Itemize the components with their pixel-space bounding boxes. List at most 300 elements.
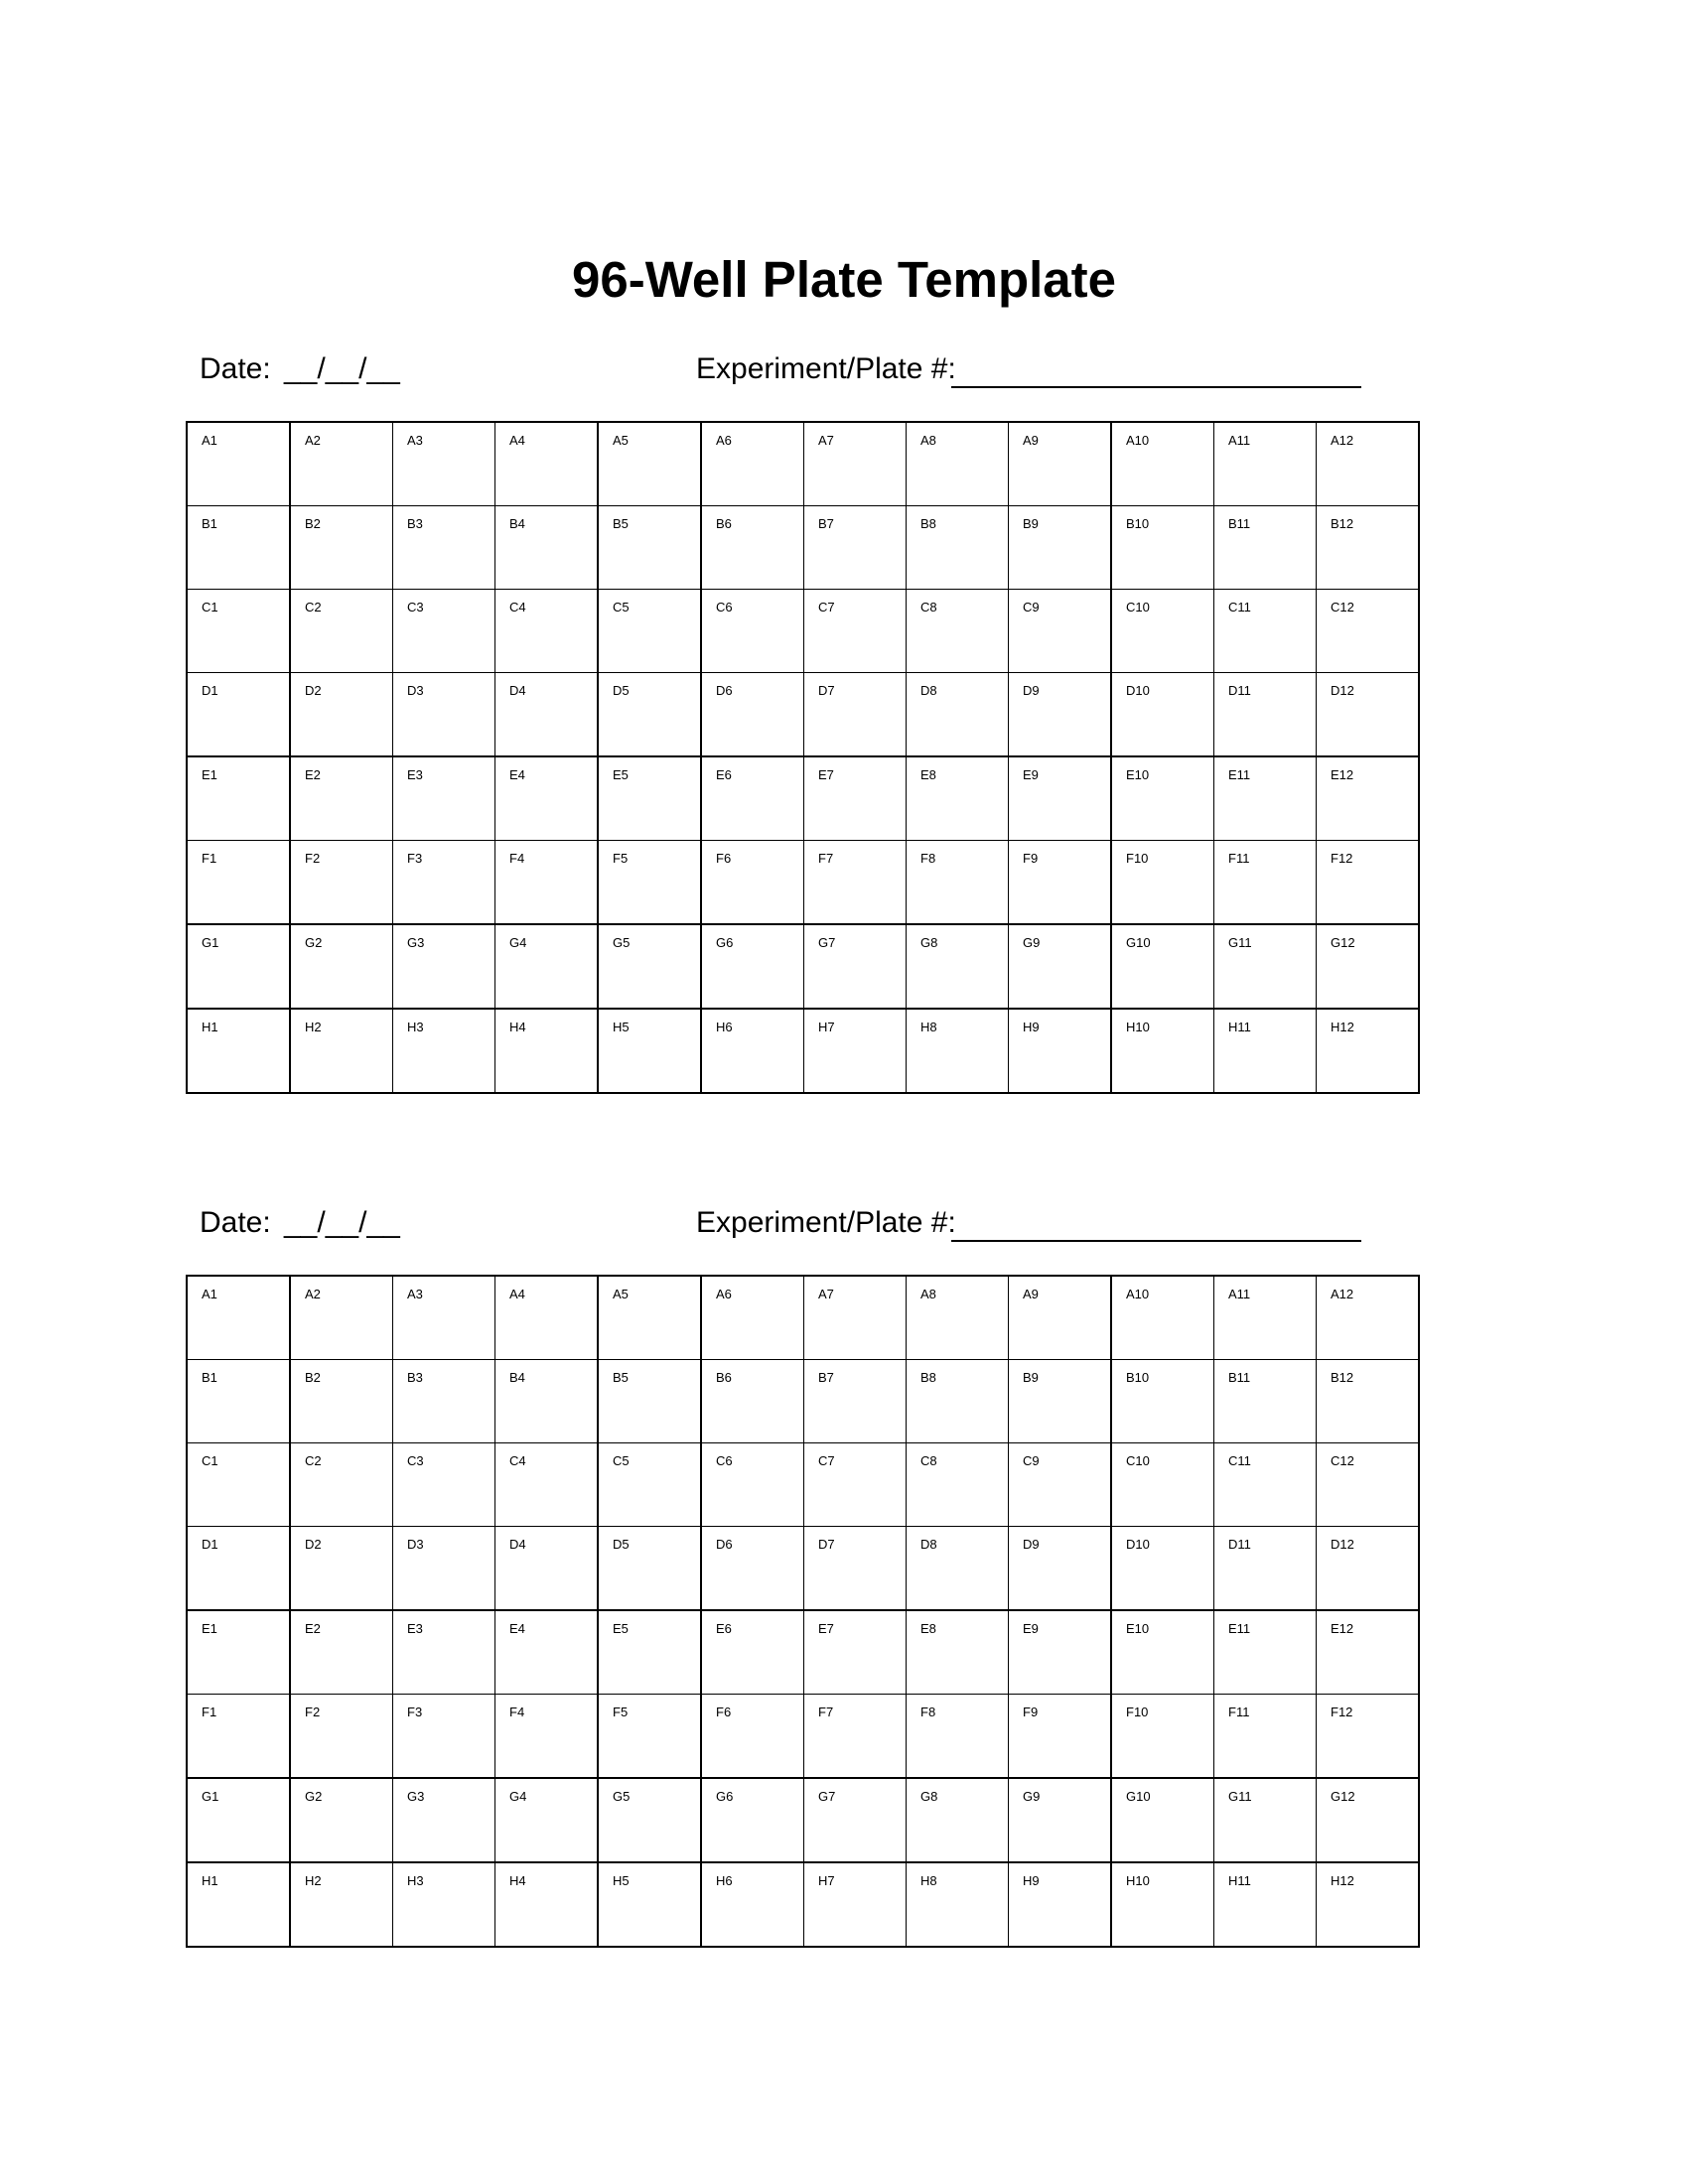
well-label: A12: [1331, 1287, 1354, 1301]
well-cell[interactable]: [1317, 673, 1420, 757]
well-label: A8: [920, 1287, 936, 1301]
well-label: G2: [305, 1789, 323, 1804]
well-label: F9: [1023, 1705, 1039, 1719]
well-cell[interactable]: [187, 756, 290, 841]
well-label: H4: [509, 1873, 526, 1888]
plate-header: [0, 1206, 1688, 1250]
well-cell[interactable]: [187, 1276, 290, 1360]
well-label: H6: [716, 1873, 733, 1888]
well-cell[interactable]: [1317, 1695, 1420, 1779]
well-cell[interactable]: [1111, 1610, 1214, 1695]
well-cell[interactable]: [1111, 924, 1214, 1009]
well-cell[interactable]: [290, 1695, 393, 1779]
well-cell[interactable]: [1009, 924, 1112, 1009]
well-cell[interactable]: [804, 1276, 907, 1360]
well-label: A3: [407, 1287, 423, 1301]
experiment-plate-label: Experiment/Plate #:: [696, 352, 956, 385]
well-cell[interactable]: [804, 756, 907, 841]
well-label: G10: [1126, 935, 1151, 950]
well-cell[interactable]: [1111, 590, 1214, 673]
well-label: G3: [407, 1789, 425, 1804]
well-label: B4: [509, 1370, 525, 1385]
well-cell[interactable]: [701, 422, 804, 506]
well-cell[interactable]: [701, 1610, 804, 1695]
well-cell[interactable]: [907, 1778, 1009, 1862]
well-label: D7: [818, 1537, 835, 1552]
well-cell[interactable]: [598, 673, 701, 757]
well-cell[interactable]: [495, 1443, 599, 1527]
well-cell[interactable]: [598, 924, 701, 1009]
well-label: A10: [1126, 1287, 1150, 1301]
well-label: F2: [305, 851, 321, 866]
well-label: F5: [613, 851, 629, 866]
well-cell[interactable]: [1111, 1360, 1214, 1443]
well-cell[interactable]: [393, 1862, 495, 1947]
well-cell[interactable]: [290, 1360, 393, 1443]
well-label: E11: [1228, 1621, 1251, 1636]
well-cell[interactable]: [1111, 1276, 1214, 1360]
well-cell[interactable]: [598, 1276, 701, 1360]
well-label: B10: [1126, 1370, 1150, 1385]
well-cell[interactable]: [393, 841, 495, 925]
well-cell[interactable]: [495, 590, 599, 673]
well-cell[interactable]: [187, 924, 290, 1009]
well-cell[interactable]: [701, 756, 804, 841]
well-cell[interactable]: [701, 1695, 804, 1779]
well-cell[interactable]: [804, 1527, 907, 1611]
well-cell[interactable]: [1009, 1610, 1112, 1695]
well-label: B1: [202, 1370, 217, 1385]
well-cell[interactable]: [1214, 756, 1317, 841]
well-cell[interactable]: [804, 422, 907, 506]
well-label: G5: [613, 935, 631, 950]
well-cell[interactable]: [1317, 1778, 1420, 1862]
well-cell[interactable]: [804, 924, 907, 1009]
well-cell[interactable]: [495, 1527, 599, 1611]
well-cell[interactable]: [598, 1360, 701, 1443]
well-cell[interactable]: [1317, 1360, 1420, 1443]
well-cell[interactable]: [1214, 1862, 1317, 1947]
well-cell[interactable]: [1111, 1778, 1214, 1862]
well-label: B3: [407, 1370, 423, 1385]
plate-row: [187, 1695, 1419, 1779]
well-cell[interactable]: [907, 1360, 1009, 1443]
well-cell[interactable]: [804, 590, 907, 673]
well-cell[interactable]: [598, 506, 701, 590]
well-label: H10: [1126, 1873, 1150, 1888]
well-cell[interactable]: [290, 1443, 393, 1527]
well-cell[interactable]: [1317, 1862, 1420, 1947]
well-cell[interactable]: [495, 506, 599, 590]
well-cell[interactable]: [1111, 756, 1214, 841]
well-cell[interactable]: [598, 1009, 701, 1093]
well-cell[interactable]: [907, 841, 1009, 925]
well-cell[interactable]: [701, 1276, 804, 1360]
well-cell[interactable]: [907, 1527, 1009, 1611]
well-cell[interactable]: [1317, 590, 1420, 673]
well-cell[interactable]: [701, 1009, 804, 1093]
well-cell[interactable]: [1111, 841, 1214, 925]
well-label: H5: [613, 1020, 630, 1034]
well-cell[interactable]: [907, 756, 1009, 841]
well-label: C7: [818, 600, 835, 614]
well-cell[interactable]: [187, 590, 290, 673]
well-label: C8: [920, 600, 937, 614]
well-label: C6: [716, 1453, 733, 1468]
well-label: G5: [613, 1789, 631, 1804]
date-label: Date:: [200, 352, 271, 385]
well-cell[interactable]: [393, 1527, 495, 1611]
well-cell[interactable]: [1009, 1443, 1112, 1527]
well-cell[interactable]: [804, 1695, 907, 1779]
well-cell[interactable]: [1009, 756, 1112, 841]
well-cell[interactable]: [907, 590, 1009, 673]
well-cell[interactable]: [187, 841, 290, 925]
well-label: H4: [509, 1020, 526, 1034]
experiment-plate-field[interactable]: [951, 1240, 1361, 1242]
well-cell[interactable]: [1009, 506, 1112, 590]
well-cell[interactable]: [290, 422, 393, 506]
well-cell[interactable]: [1009, 1695, 1112, 1779]
well-label: E12: [1331, 767, 1354, 782]
well-cell[interactable]: [804, 841, 907, 925]
well-cell[interactable]: [1009, 422, 1112, 506]
well-cell[interactable]: [393, 1610, 495, 1695]
well-cell[interactable]: [1317, 1009, 1420, 1093]
well-label: F7: [818, 851, 834, 866]
well-label: E1: [202, 767, 217, 782]
well-label: D8: [920, 683, 937, 698]
well-cell[interactable]: [701, 841, 804, 925]
well-cell[interactable]: [393, 1778, 495, 1862]
well-cell[interactable]: [598, 1778, 701, 1862]
well-label: D5: [613, 683, 630, 698]
well-cell[interactable]: [393, 1009, 495, 1093]
well-label: C11: [1228, 1453, 1251, 1468]
well-cell[interactable]: [804, 1443, 907, 1527]
well-label: F12: [1331, 851, 1353, 866]
well-cell[interactable]: [1009, 1778, 1112, 1862]
well-cell[interactable]: [187, 1610, 290, 1695]
well-cell[interactable]: [187, 1778, 290, 1862]
well-label: H12: [1331, 1873, 1354, 1888]
well-label: C2: [305, 1453, 322, 1468]
plate-row: [187, 422, 1419, 506]
well-cell[interactable]: [1214, 1610, 1317, 1695]
well-label: E2: [305, 767, 321, 782]
well-cell[interactable]: [187, 673, 290, 757]
well-cell[interactable]: [1317, 1527, 1420, 1611]
well-cell[interactable]: [1009, 590, 1112, 673]
well-label: G3: [407, 935, 425, 950]
well-cell[interactable]: [290, 924, 393, 1009]
well-label: D10: [1126, 683, 1150, 698]
well-cell[interactable]: [804, 1778, 907, 1862]
well-label: G2: [305, 935, 323, 950]
well-cell[interactable]: [290, 590, 393, 673]
well-cell[interactable]: [187, 506, 290, 590]
well-cell[interactable]: [701, 506, 804, 590]
well-cell[interactable]: [1214, 1276, 1317, 1360]
well-cell[interactable]: [907, 1443, 1009, 1527]
well-label: G6: [716, 935, 734, 950]
plate-row: [187, 590, 1419, 673]
well-cell[interactable]: [804, 506, 907, 590]
well-cell[interactable]: [1111, 1527, 1214, 1611]
well-label: A11: [1228, 433, 1251, 448]
well-label: E11: [1228, 767, 1251, 782]
well-cell[interactable]: [598, 1695, 701, 1779]
well-cell[interactable]: [495, 924, 599, 1009]
well-label: H11: [1228, 1873, 1251, 1888]
page-title: 96-Well Plate Template: [572, 251, 1116, 308]
well-label: H9: [1023, 1020, 1040, 1034]
well-label: D12: [1331, 1537, 1354, 1552]
date-field[interactable]: __/__/__: [284, 1206, 400, 1239]
well-cell[interactable]: [1214, 1009, 1317, 1093]
well-label: C5: [613, 600, 630, 614]
well-label: F11: [1228, 851, 1250, 866]
well-label: E1: [202, 1621, 217, 1636]
well-cell[interactable]: [1009, 1360, 1112, 1443]
well-cell[interactable]: [701, 1527, 804, 1611]
well-cell[interactable]: [393, 590, 495, 673]
well-cell[interactable]: [1317, 841, 1420, 925]
well-cell[interactable]: [1214, 1443, 1317, 1527]
well-label: C10: [1126, 1453, 1150, 1468]
well-cell[interactable]: [393, 673, 495, 757]
well-cell[interactable]: [804, 1610, 907, 1695]
plate-row: [187, 1009, 1419, 1093]
well-label: A3: [407, 433, 423, 448]
well-cell[interactable]: [1111, 1443, 1214, 1527]
well-cell[interactable]: [1111, 1009, 1214, 1093]
well-cell[interactable]: [1317, 1610, 1420, 1695]
well-cell[interactable]: [393, 1276, 495, 1360]
well-label: H8: [920, 1020, 937, 1034]
well-cell[interactable]: [1214, 422, 1317, 506]
well-cell[interactable]: [290, 841, 393, 925]
well-cell[interactable]: [290, 756, 393, 841]
well-cell[interactable]: [598, 1610, 701, 1695]
well-cell[interactable]: [598, 1527, 701, 1611]
well-cell[interactable]: [495, 1276, 599, 1360]
well-cell[interactable]: [701, 1778, 804, 1862]
well-cell[interactable]: [1111, 422, 1214, 506]
well-label: F6: [716, 851, 732, 866]
well-cell[interactable]: [1111, 1862, 1214, 1947]
well-label: D3: [407, 1537, 424, 1552]
well-cell[interactable]: [495, 756, 599, 841]
well-label: E10: [1126, 1621, 1150, 1636]
well-label: F8: [920, 1705, 936, 1719]
well-cell[interactable]: [907, 1862, 1009, 1947]
well-label: A6: [716, 433, 732, 448]
experiment-plate-field[interactable]: [951, 386, 1361, 388]
well-cell[interactable]: [1214, 1778, 1317, 1862]
well-cell[interactable]: [495, 673, 599, 757]
well-cell[interactable]: [495, 1009, 599, 1093]
well-label: H5: [613, 1873, 630, 1888]
well-cell[interactable]: [290, 1009, 393, 1093]
well-label: G7: [818, 935, 836, 950]
well-label: H11: [1228, 1020, 1251, 1034]
well-label: H3: [407, 1873, 424, 1888]
well-cell[interactable]: [495, 1610, 599, 1695]
well-label: G12: [1331, 935, 1355, 950]
well-cell[interactable]: [393, 1695, 495, 1779]
well-label: E3: [407, 1621, 423, 1636]
well-cell[interactable]: [187, 1695, 290, 1779]
well-cell[interactable]: [598, 841, 701, 925]
date-label: Date:: [200, 1206, 271, 1239]
well-cell[interactable]: [1009, 673, 1112, 757]
well-cell[interactable]: [701, 924, 804, 1009]
well-label: E8: [920, 1621, 936, 1636]
well-label: E4: [509, 767, 525, 782]
well-cell[interactable]: [290, 1527, 393, 1611]
well-label: H7: [818, 1020, 835, 1034]
well-label: F11: [1228, 1705, 1250, 1719]
well-cell[interactable]: [1111, 673, 1214, 757]
well-label: A4: [509, 433, 525, 448]
well-cell[interactable]: [290, 1276, 393, 1360]
well-cell[interactable]: [804, 1009, 907, 1093]
well-cell[interactable]: [187, 1527, 290, 1611]
well-cell[interactable]: [495, 1778, 599, 1862]
well-label: D4: [509, 683, 526, 698]
well-cell[interactable]: [907, 422, 1009, 506]
well-label: D9: [1023, 683, 1040, 698]
well-cell[interactable]: [598, 1862, 701, 1947]
well-cell[interactable]: [907, 924, 1009, 1009]
well-cell[interactable]: [1009, 841, 1112, 925]
well-label: C5: [613, 1453, 630, 1468]
well-cell[interactable]: [1214, 1695, 1317, 1779]
well-label: C9: [1023, 600, 1040, 614]
well-cell[interactable]: [290, 673, 393, 757]
well-cell[interactable]: [701, 1360, 804, 1443]
well-cell[interactable]: [1214, 590, 1317, 673]
well-cell[interactable]: [907, 506, 1009, 590]
well-cell[interactable]: [393, 1360, 495, 1443]
well-cell[interactable]: [393, 924, 495, 1009]
well-cell[interactable]: [495, 1695, 599, 1779]
well-cell[interactable]: [804, 1862, 907, 1947]
well-cell[interactable]: [907, 1276, 1009, 1360]
well-cell[interactable]: [598, 756, 701, 841]
well-label: E2: [305, 1621, 321, 1636]
well-label: D5: [613, 1537, 630, 1552]
well-cell[interactable]: [701, 1862, 804, 1947]
well-label: A12: [1331, 433, 1354, 448]
well-cell[interactable]: [1317, 1276, 1420, 1360]
well-cell[interactable]: [907, 1610, 1009, 1695]
well-label: D6: [716, 1537, 733, 1552]
well-label: B4: [509, 516, 525, 531]
well-label: B5: [613, 516, 629, 531]
well-cell[interactable]: [495, 1360, 599, 1443]
well-cell[interactable]: [290, 1610, 393, 1695]
well-label: F8: [920, 851, 936, 866]
well-label: D12: [1331, 683, 1354, 698]
well-label: C9: [1023, 1453, 1040, 1468]
well-label: B6: [716, 1370, 732, 1385]
well-cell[interactable]: [1214, 1527, 1317, 1611]
well-cell[interactable]: [187, 1443, 290, 1527]
well-cell[interactable]: [187, 1360, 290, 1443]
well-cell[interactable]: [1111, 506, 1214, 590]
well-cell[interactable]: [290, 506, 393, 590]
well-cell[interactable]: [495, 841, 599, 925]
well-cell[interactable]: [598, 590, 701, 673]
well-cell[interactable]: [804, 673, 907, 757]
well-cell[interactable]: [393, 1443, 495, 1527]
well-cell[interactable]: [598, 422, 701, 506]
well-cell[interactable]: [393, 756, 495, 841]
well-cell[interactable]: [1317, 756, 1420, 841]
well-cell[interactable]: [1009, 1527, 1112, 1611]
well-cell[interactable]: [1317, 924, 1420, 1009]
well-cell[interactable]: [290, 1778, 393, 1862]
date-field[interactable]: __/__/__: [284, 352, 400, 385]
well-cell[interactable]: [495, 1862, 599, 1947]
well-label: B10: [1126, 516, 1150, 531]
well-cell[interactable]: [187, 1862, 290, 1947]
well-label: D2: [305, 1537, 322, 1552]
well-cell[interactable]: [701, 590, 804, 673]
well-cell[interactable]: [187, 422, 290, 506]
well-label: C10: [1126, 600, 1150, 614]
well-cell[interactable]: [1214, 1360, 1317, 1443]
well-label: A7: [818, 433, 834, 448]
well-cell[interactable]: [1214, 841, 1317, 925]
well-label: D11: [1228, 683, 1251, 698]
well-label: A9: [1023, 433, 1039, 448]
well-cell[interactable]: [907, 1695, 1009, 1779]
well-cell[interactable]: [1009, 1009, 1112, 1093]
well-label: B12: [1331, 1370, 1354, 1385]
well-cell[interactable]: [1317, 1443, 1420, 1527]
well-cell[interactable]: [393, 506, 495, 590]
well-cell[interactable]: [1111, 1695, 1214, 1779]
well-cell[interactable]: [1214, 673, 1317, 757]
well-label: D10: [1126, 1537, 1150, 1552]
well-label: A6: [716, 1287, 732, 1301]
well-label: D8: [920, 1537, 937, 1552]
well-cell[interactable]: [598, 1443, 701, 1527]
well-label: G8: [920, 935, 938, 950]
well-cell[interactable]: [701, 1443, 804, 1527]
well-cell[interactable]: [393, 422, 495, 506]
well-cell[interactable]: [187, 1009, 290, 1093]
plate-row: [187, 506, 1419, 590]
well-cell[interactable]: [495, 422, 599, 506]
well-cell[interactable]: [1214, 924, 1317, 1009]
well-cell[interactable]: [1317, 506, 1420, 590]
well-cell[interactable]: [1009, 1862, 1112, 1947]
well-label: G4: [509, 1789, 527, 1804]
well-cell[interactable]: [1009, 1276, 1112, 1360]
well-cell[interactable]: [701, 673, 804, 757]
well-cell[interactable]: [907, 1009, 1009, 1093]
well-cell[interactable]: [290, 1862, 393, 1947]
well-cell[interactable]: [804, 1360, 907, 1443]
well-label: F2: [305, 1705, 321, 1719]
well-cell[interactable]: [1317, 422, 1420, 506]
well-cell[interactable]: [1214, 506, 1317, 590]
well-cell[interactable]: [907, 673, 1009, 757]
